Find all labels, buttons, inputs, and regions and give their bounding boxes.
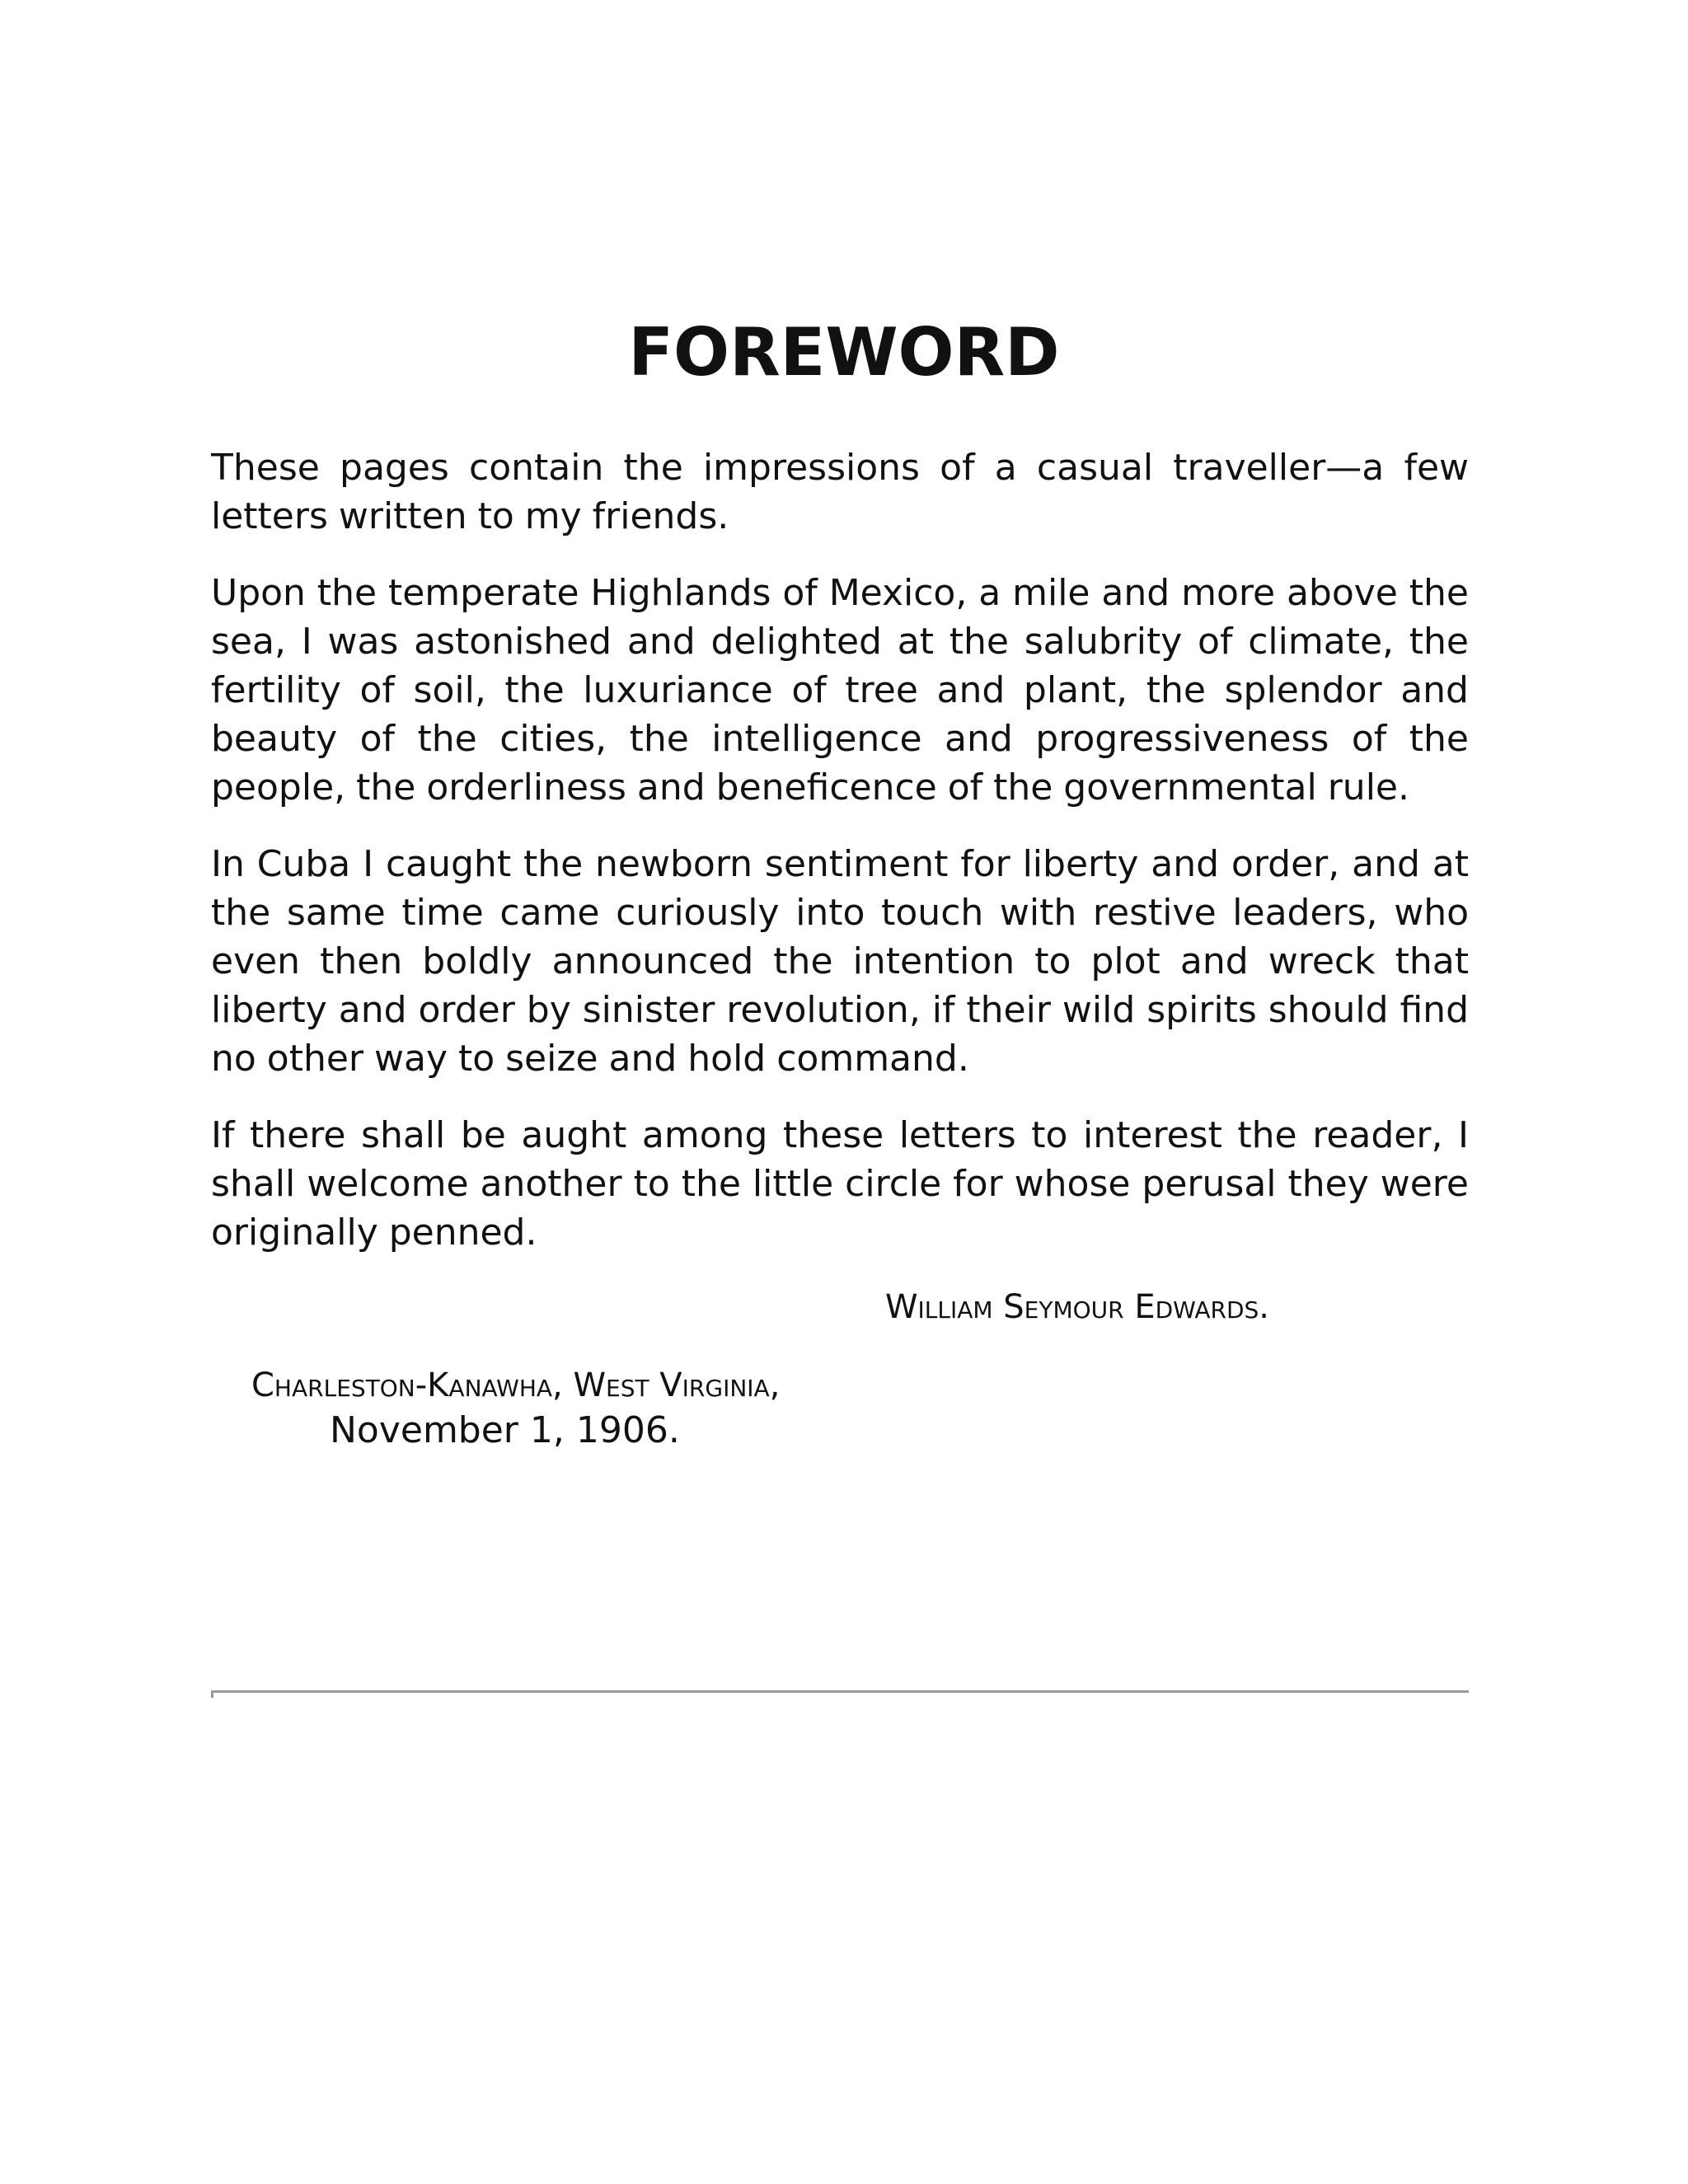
date-line: November 1, 1906.	[330, 1409, 680, 1451]
page-title: FOREWORD	[628, 314, 1060, 391]
place-line: Charleston-Kanawha, West Virginia,	[251, 1366, 781, 1404]
page-divider-tick	[211, 1690, 213, 1698]
author-signature: William Seymour Edwards.	[885, 1288, 1269, 1326]
foreword-body	[211, 443, 1469, 1285]
page-divider	[211, 1690, 1469, 1693]
paragraph-4: If there shall be aught among these letters to interest the reader, I shall welcome another to the little circle for whose perusal they were originally penned.	[211, 1114, 1469, 1254]
paragraph-1: These pages contain the impressions of a casual traveller—a few letters written to my friends.	[211, 447, 1469, 537]
paragraph-3: In Cuba I caught the newborn sentiment for liberty and order, and at the same time came curiously into touch with restive leaders, who even then boldly announced the intention to plot and wreck that liberty and order by sinister revolution, if their wild spirits should find no other way to seize and hold command.	[211, 843, 1469, 1080]
paragraph-2: Upon the temperate Highlands of Mexico, a mile and more above the sea, I was astonished and delighted at the salubrity of climate, the fertility of soil, the luxuriance of tree and plant, the splendor and beauty of the cities, the intelligence and progressiveness of the people, the orderliness and beneficence of the governmental rule.	[211, 572, 1469, 808]
